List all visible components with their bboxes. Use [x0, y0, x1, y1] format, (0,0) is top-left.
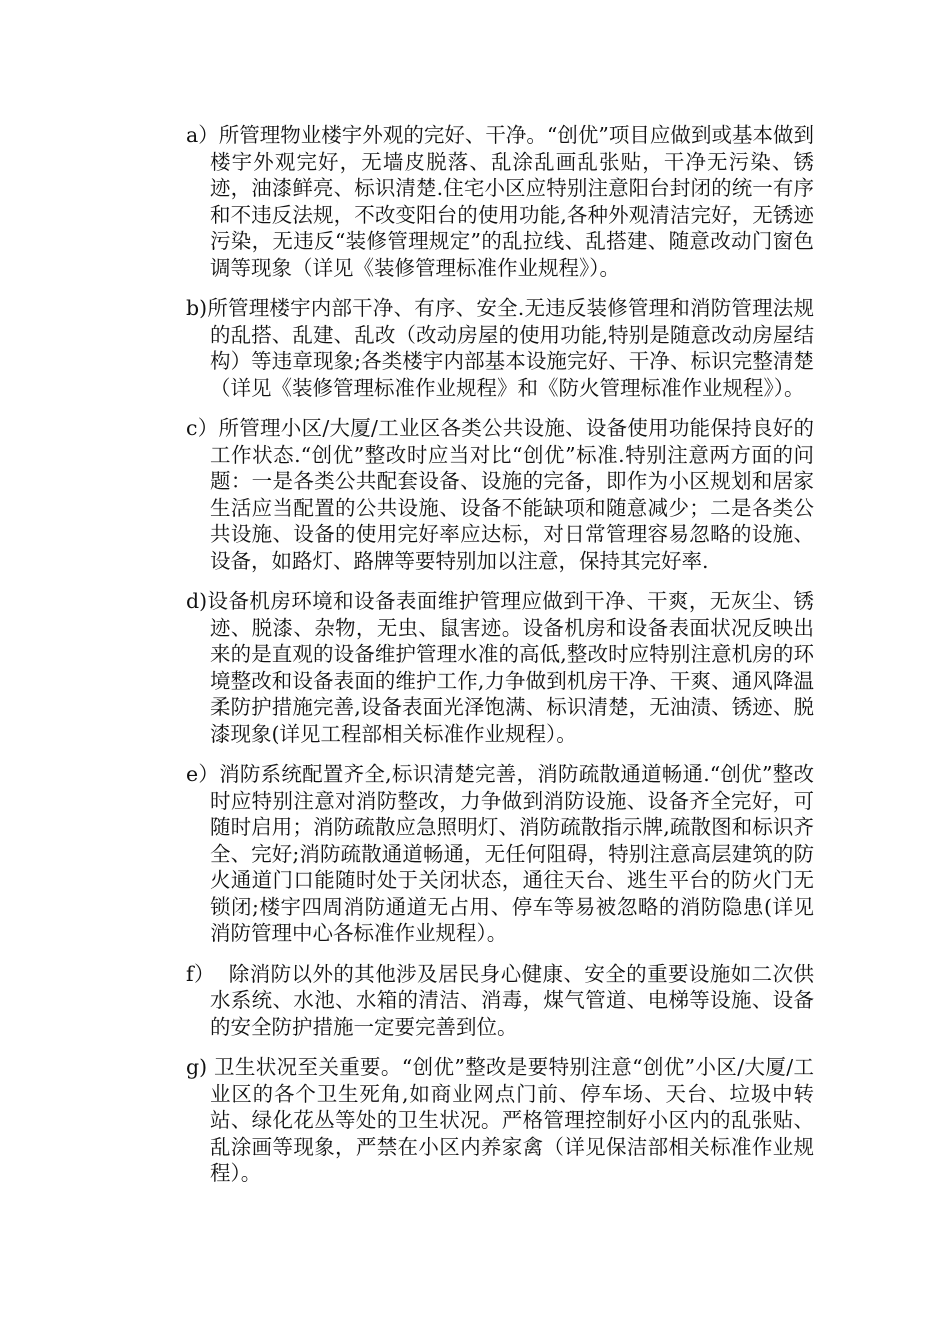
document-body	[186, 122, 814, 1201]
paragraph-label: b)	[186, 296, 208, 320]
paragraph-g	[186, 1054, 814, 1187]
paragraph-d	[186, 588, 814, 747]
paragraph-label: g)	[186, 1055, 215, 1079]
paragraph-text: 所管理物业楼宇外观的完好、干净。“创优”项目应做到或基本做到楼宇外观完好，无墙皮脱落、乱涂乱画乱张贴，干净无污染、锈迹，油漆鲜亮、标识清楚.住宅小区应特别注意阳台封闭的统一有序和不违反法规，不改变阳台的使用功能,各种外观清洁完好，无锈迹污染，无违反“装修管理规定”的乱拉线、乱搭建、随意改动门窗色调等现象（详见《装修管理标准作业规程》）。	[210, 123, 814, 280]
paragraph-label: d)	[186, 589, 208, 613]
paragraph-c	[186, 415, 814, 574]
paragraph-text: 所管理楼宇内部干净、有序、安全.无违反装修管理和消防管理法规的乱搭、乱建、乱改（改动房屋的使用功能,特别是随意改动房屋结构）等违章现象;各类楼宇内部基本设施完好、干净、标识完整清楚（详见《装修管理标准作业规程》和《防火管理标准作业规程》）。	[207, 296, 814, 400]
paragraph-label: c）	[186, 416, 219, 440]
paragraph-f	[186, 961, 814, 1041]
paragraph-e	[186, 761, 814, 947]
paragraph-text: 所管理小区/大厦/工业区各类公共设施、设备使用功能保持良好的工作状态.“创优”整改时应当对比“创优”标准.特别注意两方面的问题：一是各类公共配套设备、设施的完备，即作为小区规划和居家生活应当配置的公共设施、设备不能缺项和随意减少；二是各类公共设施、设备的使用完好率应达标，对日常管理容易忽略的设施、设备，如路灯、路牌等要特别加以注意，保持其完好率.	[210, 416, 815, 573]
paragraph-label: f）	[186, 961, 229, 986]
paragraph-b	[186, 295, 814, 401]
paragraph-text: 设备机房环境和设备表面维护管理应做到干净、干爽，无灰尘、锈迹、脱漆、杂物，无虫、鼠害迹。设备机房和设备表面状况反映出来的是直观的设备维护管理水准的高低,整改时应特别注意机房的环境整改和设备表面的维护工作,力争做到机房干净、干爽、通风降温柔防护措施完善,设备表面光泽饱满、标识清楚，无油渍、锈迹、脱漆现象(详见工程部相关标准作业规程）。	[207, 589, 814, 746]
paragraph-text: 除消防以外的其他涉及居民身心健康、安全的重要设施如二次供水系统、水池、水箱的清洁、消毒，煤气管道、电梯等设施、设备的安全防护措施一定要完善到位。	[210, 961, 815, 1039]
paragraph-text: 卫生状况至关重要。“创优”整改是要特别注意“创优”小区/大厦/工业区的各个卫生死角,如商业网点门前、停车场、天台、垃圾中转站、绿化花丛等处的卫生状况。严格管理控制好小区内的乱张贴、乱涂画等现象，严禁在小区内养家禽（详见保洁部相关标准作业规程）。	[210, 1055, 815, 1185]
paragraph-text: 消防系统配置齐全,标识清楚完善，消防疏散通道畅通.“创优”整改时应特别注意对消防整改，力争做到消防设施、设备齐全完好，可随时启用；消防疏散应急照明灯、消防疏散指示牌,疏散图和标识齐全、完好;消防疏散通道畅通，无任何阻碍，特别注意高层建筑的防火通道门口能随时处于关闭状态，通往天台、逃生平台的防火门无锁闭;楼宇四周消防通道无占用、停车等易被忽略的消防隐患(详见消防管理中心各标准作业规程）。	[210, 762, 814, 945]
paragraph-label: e）	[186, 762, 220, 786]
paragraph-a	[186, 122, 814, 281]
paragraph-label: a）	[186, 123, 219, 147]
